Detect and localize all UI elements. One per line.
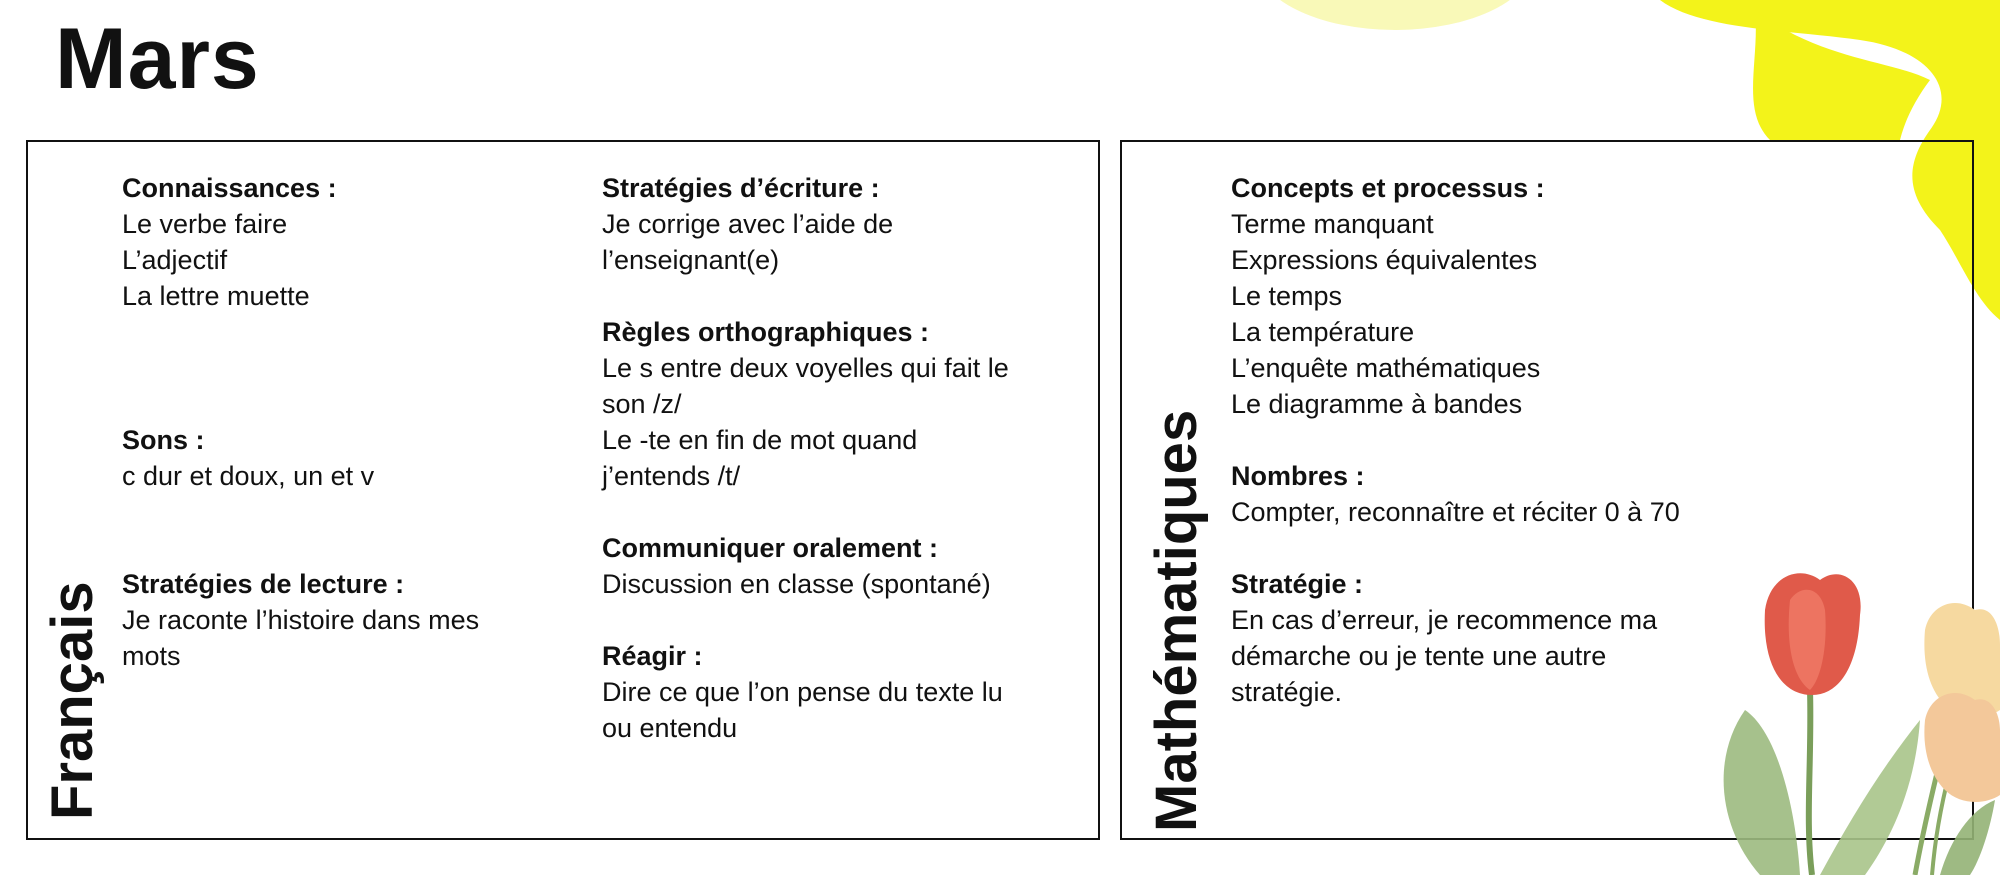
list-item: La température <box>1231 317 1415 347</box>
text-line: j’entends /t/ <box>602 461 741 491</box>
heading-concepts-processus: Concepts et processus : <box>1231 173 1545 203</box>
text-line: mots <box>122 641 181 671</box>
list-item: Terme manquant <box>1231 209 1434 239</box>
list-item: L’adjectif <box>122 245 228 275</box>
text-line: Compter, reconnaître et réciter 0 à 70 <box>1231 497 1680 527</box>
heading-strategies-lecture: Stratégies de lecture : <box>122 569 405 599</box>
text-line: son /z/ <box>602 389 682 419</box>
francais-label: Français <box>40 581 105 820</box>
pale-yellow-blob <box>1255 0 1535 30</box>
text-line: l’enseignant(e) <box>602 245 780 275</box>
text-line: Je raconte l’histoire dans mes <box>122 605 480 635</box>
heading-reagir: Réagir : <box>602 641 703 671</box>
heading-sons: Sons : <box>122 425 205 455</box>
heading-regles-orthographiques: Règles orthographiques : <box>602 317 930 347</box>
text-line: En cas d’erreur, je recommence ma <box>1231 605 1658 635</box>
list-item: Le diagramme à bandes <box>1231 389 1523 419</box>
francais-column-2 <box>602 170 1072 746</box>
tulips-illustration <box>1700 570 2000 875</box>
list-item: Expressions équivalentes <box>1231 245 1538 275</box>
text-line: ou entendu <box>602 713 738 743</box>
text-line: Le s entre deux voyelles qui fait le <box>602 353 1009 383</box>
text-line: Dire ce que l’on pense du texte lu <box>602 677 1003 707</box>
heading-strategies-ecriture: Stratégies d’écriture : <box>602 173 880 203</box>
heading-strategie: Stratégie : <box>1231 569 1364 599</box>
list-item: Le verbe faire <box>122 209 288 239</box>
text-line: Je corrige avec l’aide de <box>602 209 894 239</box>
heading-communiquer-oralement: Communiquer oralement : <box>602 533 939 563</box>
list-item: Le temps <box>1231 281 1343 311</box>
francais-column-1 <box>122 170 562 674</box>
list-item: L’enquête mathématiques <box>1231 353 1541 383</box>
page-title: Mars <box>55 11 260 107</box>
text-line: stratégie. <box>1231 677 1343 707</box>
heading-connaissances: Connaissances : <box>122 173 337 203</box>
text-line: Discussion en classe (spontané) <box>602 569 991 599</box>
text-line: démarche ou je tente une autre <box>1231 641 1607 671</box>
mathematiques-label: Mathématiques <box>1144 409 1209 832</box>
heading-nombres: Nombres : <box>1231 461 1365 491</box>
text-line: Le -te en fin de mot quand <box>602 425 918 455</box>
list-item: La lettre muette <box>122 281 310 311</box>
list-item: c dur et doux, un et v <box>122 461 375 491</box>
